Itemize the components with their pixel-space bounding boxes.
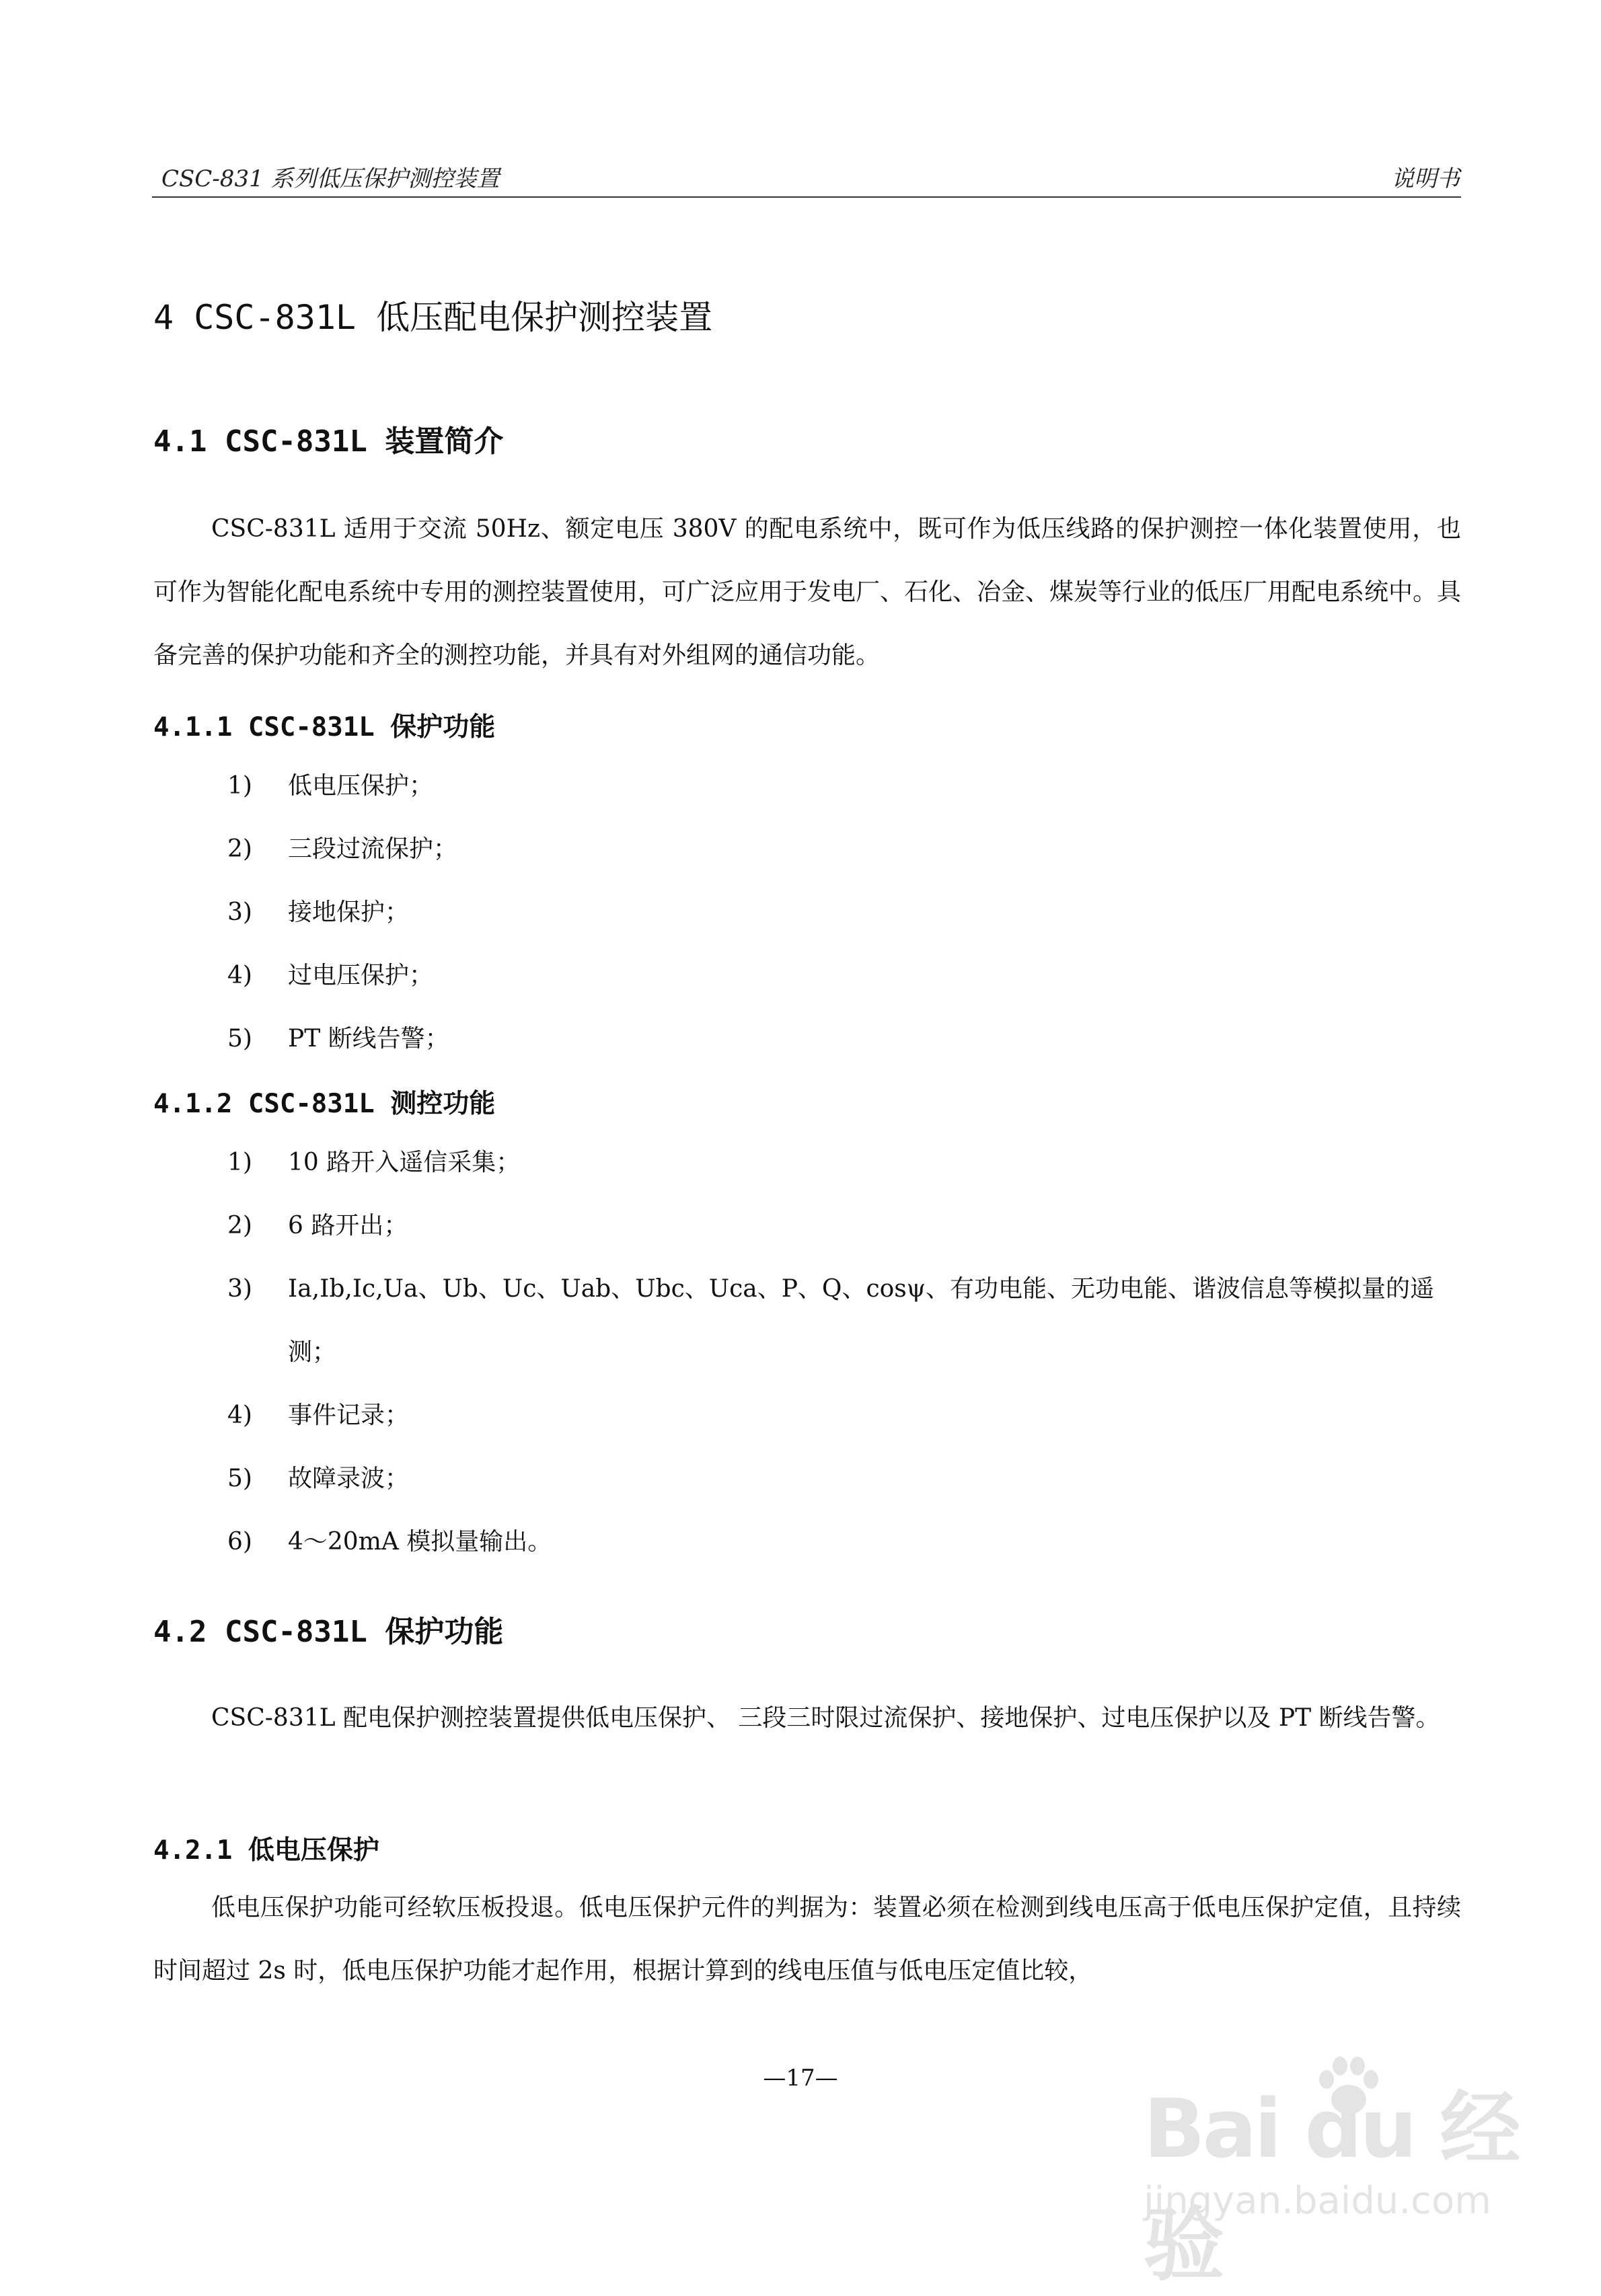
list-item-text: 过电压保护； bbox=[288, 962, 434, 989]
list-item bbox=[153, 1131, 1461, 1194]
list-item bbox=[153, 1194, 1461, 1258]
list-item-number: 6) bbox=[227, 1528, 252, 1556]
list-item-text: 6 路开出； bbox=[288, 1212, 408, 1239]
watermark-logo: Bai du 经验 bbox=[1144, 2083, 1518, 2292]
list-item-number: 3) bbox=[227, 1275, 252, 1303]
list-item-number: 3) bbox=[227, 898, 252, 926]
page-number: —17— bbox=[763, 2065, 838, 2092]
list-item-text: 10 路开入遥信采集； bbox=[288, 1149, 521, 1176]
section-4-1-1-title: 4.1.1 CSC-831L 保护功能 bbox=[153, 712, 496, 742]
measurement-function-list bbox=[153, 1131, 1461, 1574]
list-item-text: Ia,Ib,Ic,Ua、Ub、Uc、Uab、Ubc、Uca、P、Q、cosψ、有功电能、无功电能、谐波信息等模拟量的遥测； bbox=[288, 1275, 1434, 1366]
list-item bbox=[153, 1510, 1461, 1574]
list-item bbox=[153, 755, 1461, 818]
list-item-text: PT 断线告警； bbox=[288, 1025, 449, 1053]
list-item-text: 接地保护； bbox=[288, 898, 410, 926]
list-item bbox=[153, 944, 1461, 1007]
list-item-text: 事件记录； bbox=[288, 1402, 410, 1429]
list-item-number: 2) bbox=[227, 1212, 252, 1239]
list-item bbox=[153, 1447, 1461, 1510]
list-item-text: 4～20mA 模拟量输出。 bbox=[288, 1528, 552, 1556]
list-item-text: 低电压保护； bbox=[288, 772, 434, 800]
chapter-title: 4 CSC-831L 低压配电保护测控装置 bbox=[153, 298, 713, 337]
list-item bbox=[153, 1007, 1461, 1071]
section-4-1-paragraph: CSC-831L 适用于交流 50Hz、额定电压 380V 的配电系统中，既可作为低压线路的保护测控一体化装置使用，也可作为智能化配电系统中专用的测控装置使用，可广泛应用于发电厂、石化、冶金、煤炭等行业的低压厂用配电系统中。具备完善的保护功能和齐全的测控功能，并具有对外组网的通信功能。 bbox=[153, 515, 1462, 669]
section-4-2-title: 4.2 CSC-831L 保护功能 bbox=[153, 1615, 504, 1649]
protection-function-list bbox=[153, 755, 1461, 1071]
list-item-number: 2) bbox=[227, 835, 252, 863]
list-item-number: 1) bbox=[227, 772, 252, 800]
list-item-text: 故障录波； bbox=[288, 1465, 410, 1492]
list-item bbox=[153, 881, 1461, 944]
running-header-title: CSC-831 系列低压保护测控装置 bbox=[161, 165, 500, 192]
list-item-number: 5) bbox=[227, 1025, 252, 1053]
watermark-url: jingyan.baidu.com bbox=[1144, 2179, 1491, 2223]
list-item bbox=[153, 818, 1461, 881]
list-item-number: 1) bbox=[227, 1149, 252, 1176]
header-divider bbox=[152, 196, 1461, 198]
section-4-2-1-title: 4.2.1 低电压保护 bbox=[153, 1835, 379, 1866]
section-4-2-1-paragraph: 低电压保护功能可经软压板投退。低电压保护元件的判据为：装置必须在检测到线电压高于低电压保护定值，且持续时间超过 2s 时，低电压保护功能才起作用，根据计算到的线电压值与低电压定值比较， bbox=[153, 1894, 1461, 1985]
section-4-1-title: 4.1 CSC-831L 装置简介 bbox=[153, 424, 504, 459]
list-item-text: 三段过流保护； bbox=[288, 835, 458, 863]
running-header-doc-type: 说明书 bbox=[1391, 165, 1460, 192]
list-item-number: 4) bbox=[227, 1402, 252, 1429]
list-item-number: 5) bbox=[227, 1465, 252, 1492]
section-4-2-paragraph: CSC-831L 配电保护测控装置提供低电压保护、 三段三时限过流保护、接地保护、过电压保护以及 PT 断线告警。 bbox=[211, 1704, 1440, 1732]
section-4-1-2-title: 4.1.2 CSC-831L 测控功能 bbox=[153, 1089, 496, 1119]
list-item-number: 4) bbox=[227, 962, 252, 989]
list-item bbox=[153, 1258, 1461, 1384]
list-item bbox=[153, 1384, 1461, 1447]
